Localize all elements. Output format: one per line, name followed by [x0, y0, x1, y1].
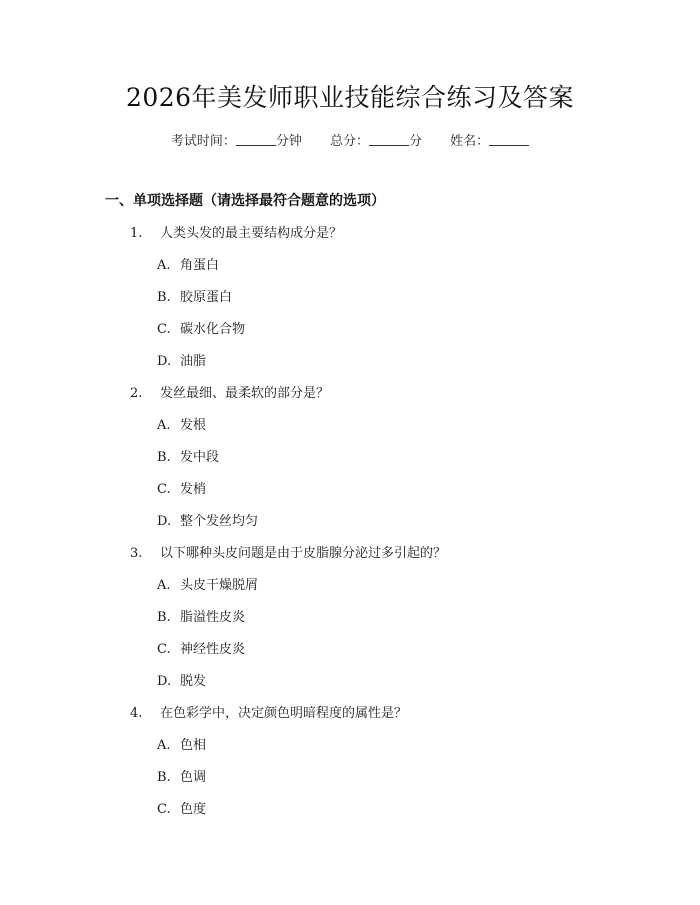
- exam-time-blank: [236, 133, 276, 146]
- document-title: 2026年美发师职业技能综合练习及答案: [125, 83, 575, 112]
- option-text: 脱发: [180, 674, 207, 689]
- option-text: 发梢: [180, 482, 207, 497]
- option-1d: [0, 346, 700, 378]
- question-1: [0, 218, 700, 250]
- option-text: 发中段: [180, 450, 220, 465]
- name-blank: [489, 133, 529, 146]
- option-3a: [0, 570, 700, 602]
- option-letter: D.: [157, 514, 172, 529]
- option-3b: [0, 602, 700, 634]
- name-label: 姓名：: [450, 134, 490, 149]
- total-score-label: 总分：: [329, 134, 369, 149]
- name-field: [450, 134, 529, 149]
- option-3d: [0, 666, 700, 698]
- option-4c: [0, 794, 700, 826]
- option-letter: C.: [157, 482, 171, 497]
- option-1b: [0, 282, 700, 314]
- option-letter: C.: [157, 642, 171, 657]
- question-3: [0, 538, 700, 570]
- question-text: 发丝最细、最柔软的部分是？: [160, 386, 330, 401]
- exam-time-field: [171, 134, 306, 149]
- question-4: [0, 698, 700, 730]
- option-2c: [0, 474, 700, 506]
- total-score-field: [330, 134, 426, 149]
- option-text: 头皮干燥脱屑: [180, 578, 259, 593]
- question-number: 2.: [130, 386, 143, 401]
- option-letter: A.: [157, 738, 171, 753]
- option-text: 色调: [180, 770, 207, 785]
- option-text: 角蛋白: [180, 258, 220, 273]
- option-letter: C.: [157, 802, 171, 817]
- total-score-suffix: 分: [409, 134, 423, 149]
- option-letter: B.: [157, 610, 171, 625]
- option-text: 神经性皮炎: [180, 642, 246, 657]
- question-number: 1.: [130, 226, 143, 241]
- option-1c: [0, 314, 700, 346]
- exam-time-label: 考试时间：: [170, 134, 236, 149]
- question-text: 人类头发的最主要结构成分是？: [160, 226, 343, 241]
- option-letter: B.: [157, 290, 171, 305]
- option-text: 发根: [180, 418, 207, 433]
- question-list: [0, 218, 700, 826]
- question-text: 在色彩学中，决定颜色明暗程度的属性是？: [160, 706, 408, 721]
- option-text: 色相: [180, 738, 207, 753]
- option-text: 色度: [180, 802, 207, 817]
- option-3c: [0, 634, 700, 666]
- option-letter: D.: [157, 354, 172, 369]
- option-letter: A.: [157, 578, 171, 593]
- question-2: [0, 378, 700, 410]
- option-text: 碳水化合物: [180, 322, 246, 337]
- option-letter: A.: [157, 418, 171, 433]
- question-text: 以下哪种头皮问题是由于皮脂腺分泌过多引起的？: [160, 546, 447, 561]
- total-score-blank: [369, 133, 409, 146]
- question-number: 3.: [130, 546, 143, 561]
- question-number: 4.: [130, 706, 143, 721]
- option-letter: C.: [157, 322, 171, 337]
- option-letter: B.: [157, 450, 171, 465]
- option-letter: B.: [157, 770, 171, 785]
- option-text: 整个发丝均匀: [180, 514, 259, 529]
- option-4b: [0, 762, 700, 794]
- option-letter: D.: [157, 674, 172, 689]
- exam-meta-line: [0, 130, 700, 149]
- option-text: 胶原蛋白: [180, 290, 233, 305]
- option-2b: [0, 442, 700, 474]
- option-2d: [0, 506, 700, 538]
- option-1a: [0, 250, 700, 282]
- option-text: 油脂: [180, 354, 207, 369]
- exam-time-suffix: 分钟: [275, 134, 302, 149]
- option-4a: [0, 730, 700, 762]
- section-heading: 一、单项选择题（请选择最符合题意的选项）: [105, 193, 385, 209]
- option-text: 脂溢性皮炎: [180, 610, 246, 625]
- option-2a: [0, 410, 700, 442]
- option-letter: A.: [157, 258, 171, 273]
